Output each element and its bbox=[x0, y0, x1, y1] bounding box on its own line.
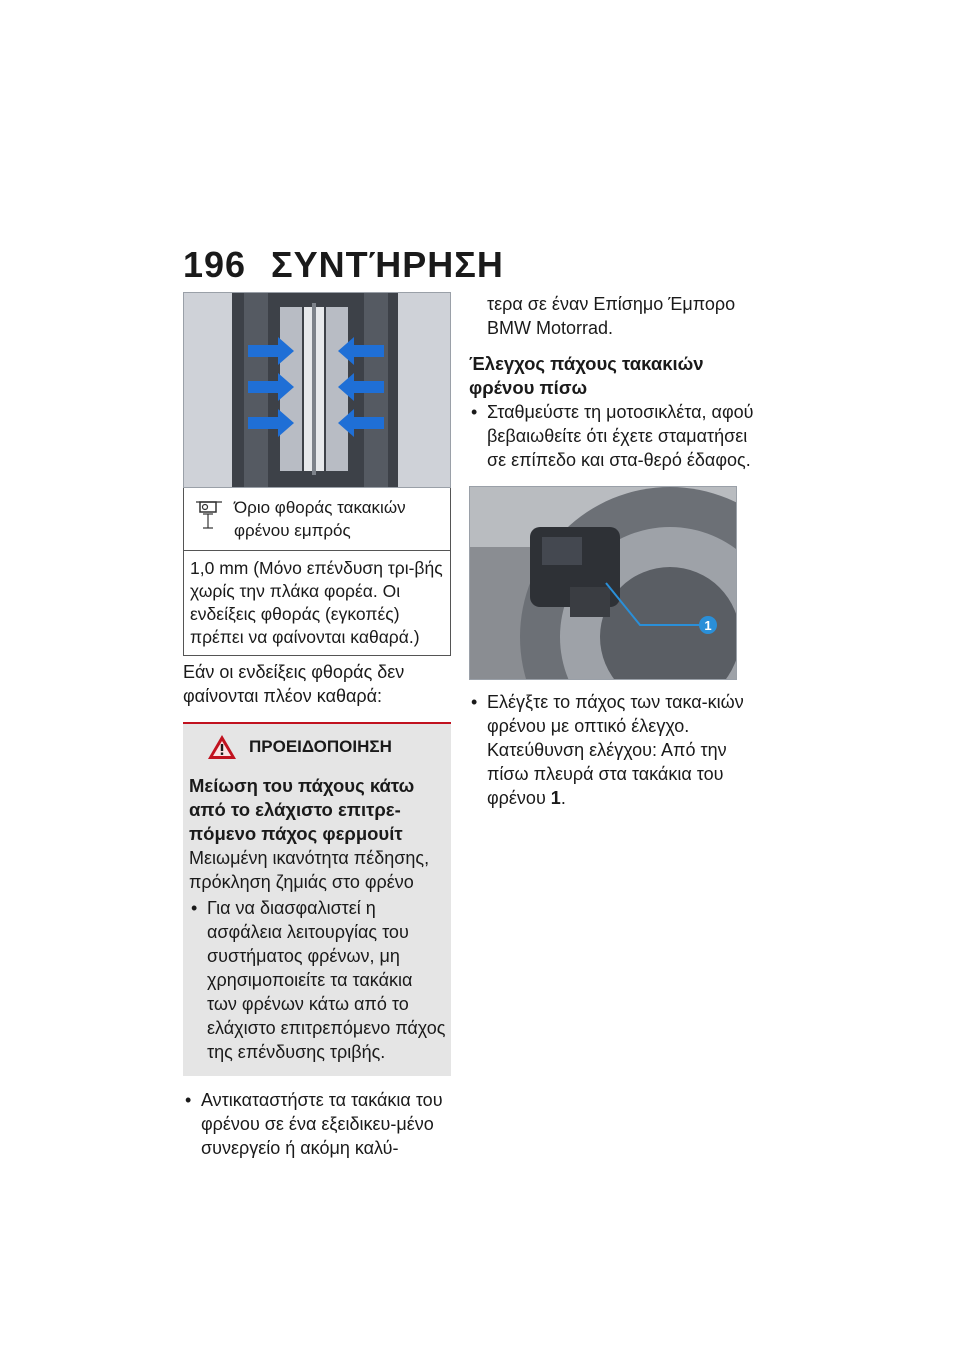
rear-brake-photo bbox=[469, 486, 737, 680]
warning-heading: Μείωση του πάχους κάτω από το ελάχιστο επιτρε-πόμενο πάχος φερμουίτ bbox=[189, 775, 415, 844]
bullet-dot: • bbox=[191, 898, 198, 918]
rear-brake-illustration bbox=[470, 487, 736, 679]
front-brake-pad-photo bbox=[183, 292, 451, 488]
brake-pad-illustration bbox=[184, 293, 450, 487]
right-column bbox=[469, 292, 769, 810]
spec-value: 1,0 mm (Μόνο επένδυση τρι-βής χωρίς την πλάκα φορέα. Οι ενδείξεις φθοράς (εγκοπές) πρέπει να φαίνονται καθαρά.) bbox=[190, 558, 443, 647]
check-bullet-text: Ελέγξτε το πάχος των τακα-κιών φρένου με οπτικό έλεγχο. Κατεύθυνση ελέγχου: Από την πίσω πλευρά στα τακάκια του φρένου bbox=[487, 692, 744, 808]
warning-triangle-icon bbox=[207, 734, 237, 760]
bullet-dot: • bbox=[185, 1090, 192, 1110]
callout-number: 1 bbox=[704, 618, 712, 633]
check-bullet bbox=[469, 690, 769, 810]
section-heading: Έλεγχος πάχους τακακιών φρένου πίσω bbox=[469, 353, 704, 398]
warning-consequence: Μειωμένη ικανότητα πέδησης, πρόκληση ζημιάς στο φρένο bbox=[189, 848, 430, 892]
wear-gauge-icon bbox=[194, 496, 234, 542]
action-bullet bbox=[183, 1088, 451, 1160]
left-column bbox=[183, 292, 451, 1160]
page-header bbox=[183, 244, 504, 286]
spec-label: Όριο φθοράς τακακιών φρένου εμπρός bbox=[234, 498, 406, 540]
continuation-text: τερα σε έναν Επίσημο Έμπορο BMW Motorrad. bbox=[487, 294, 736, 338]
check-bullet-end: . bbox=[560, 788, 566, 808]
action-bullet-text: Αντικαταστήστε τα τακάκια του φρένου σε ένα εξειδικευ-μένο συνεργείο ή ακόμη καλύ- bbox=[201, 1090, 443, 1158]
condition-text: Εάν οι ενδείξεις φθοράς δεν φαίνονται πλέον καθαρά: bbox=[183, 662, 405, 706]
wear-limit-spec bbox=[183, 488, 451, 656]
bullet-dot: • bbox=[471, 402, 478, 422]
check-bullet-reference: 1 bbox=[550, 788, 561, 808]
page-number: 196 bbox=[183, 244, 247, 285]
bullet-dot: • bbox=[471, 692, 478, 712]
page-title: ΣΥΝΤΉΡΗΣΗ bbox=[271, 244, 504, 285]
warning-bullet bbox=[189, 896, 447, 1064]
park-bullet bbox=[469, 400, 769, 472]
warning-bullet-text: Για να διασφαλιστεί η ασφάλεια λειτουργίας του συστήματος φρένων, μη χρησιμοποιείτε τα τακάκια των φρένων κάτω από το ελάχιστο επιτρεπόμενο πάχος της επένδυσης τριβής. bbox=[207, 898, 446, 1062]
park-bullet-text: Σταθμεύστε τη μοτοσικλέτα, αφού βεβαιωθείτε ότι έχετε σταματήσει σε επίπεδο και στα-θερό έδαφος. bbox=[487, 402, 754, 470]
warning-label: ΠΡΟΕΙΔΟΠΟΙΗΣΗ bbox=[249, 737, 392, 756]
warning-box bbox=[183, 722, 451, 1076]
